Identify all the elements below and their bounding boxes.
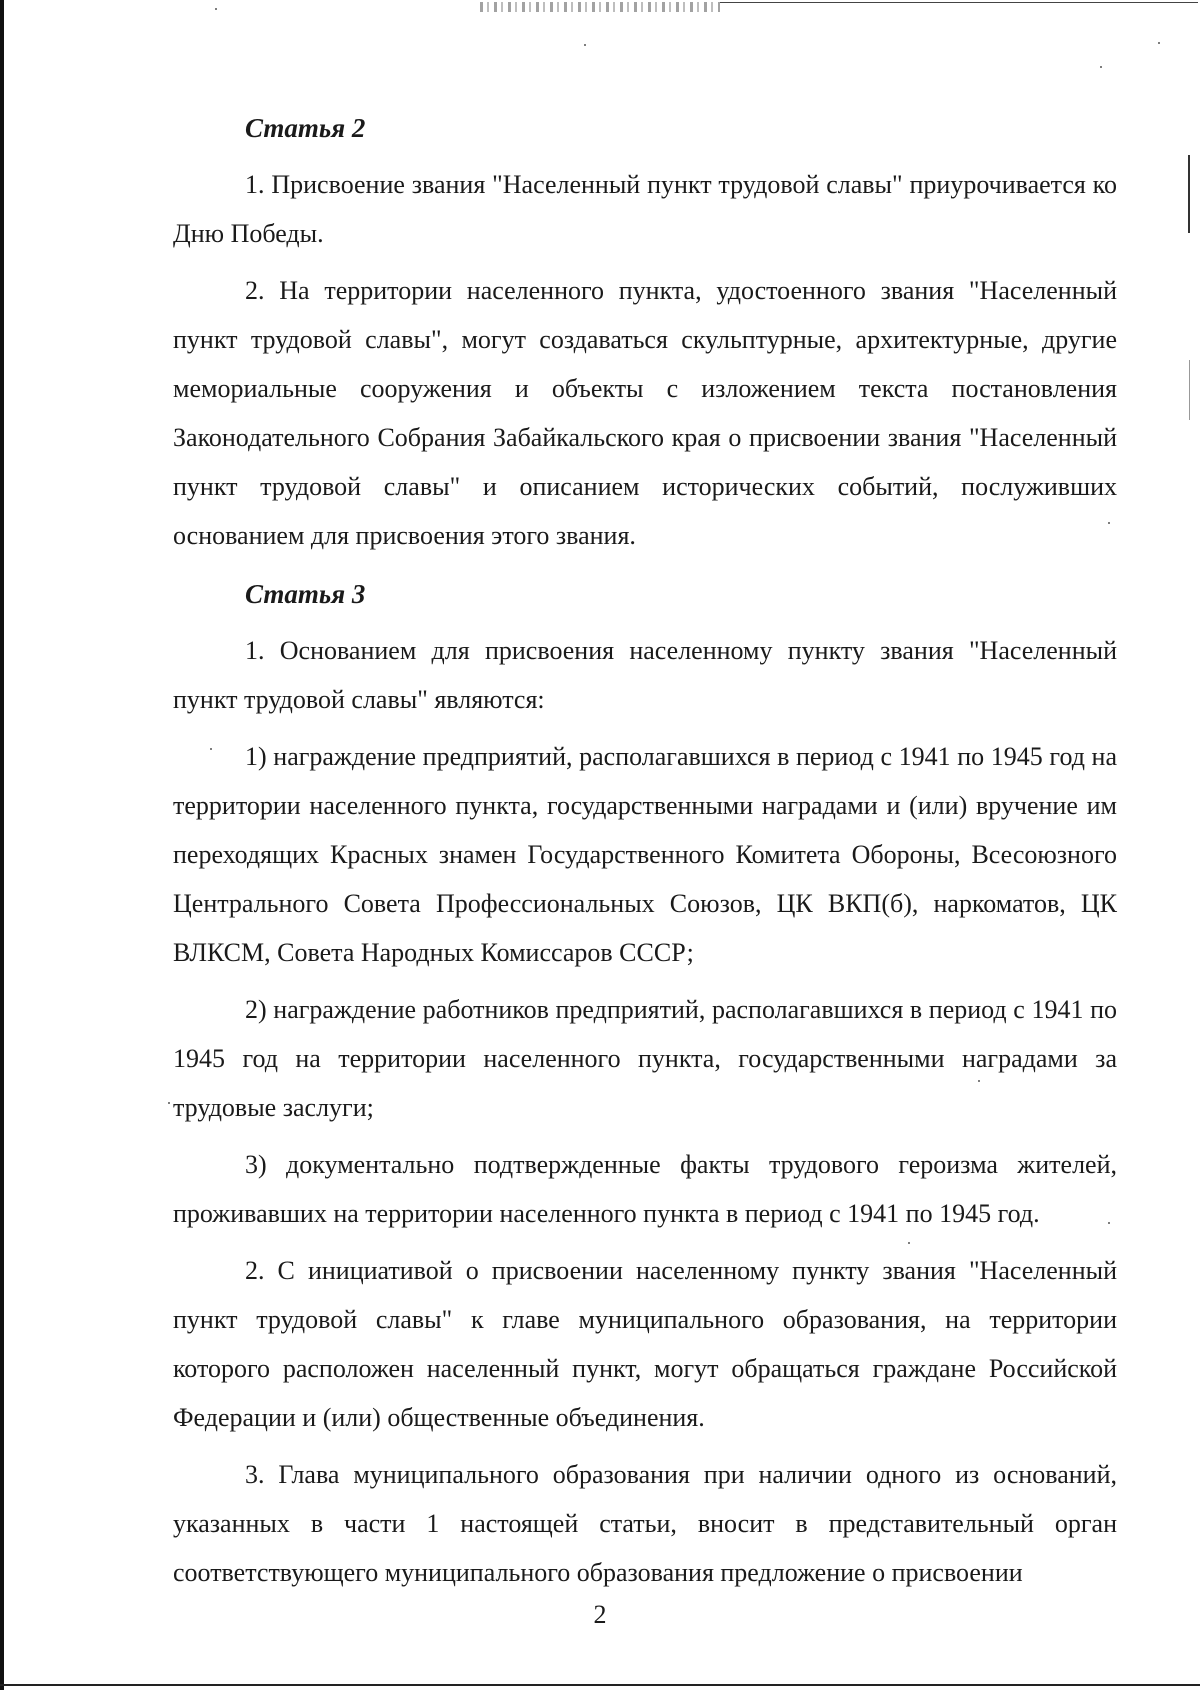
article-3-paragraph-2: 2. С инициативой о присвоении населенному пункту звания "Населенный пункт трудовой славы" к главе муниципального образования, на территории которого расположен населенный пункт, могут обращаться граждане Российской Федерации и (или) общественные объединения. [173, 1256, 1117, 1432]
page-number: 2 [593, 1600, 607, 1629]
article-3-heading: Статья 3 [245, 579, 366, 609]
scan-speck [215, 8, 217, 10]
scan-speck [168, 1102, 170, 1104]
scan-top-noise [480, 2, 720, 12]
article-3-item-2: 2) награждение работников предприятий, располагавшихся в период с 1941 по 1945 год на территории населенного пункта, государственными наградами за трудовые заслуги; [173, 995, 1117, 1122]
scan-speck [584, 44, 586, 46]
article-3-paragraph-3: 3. Глава муниципального образования при наличии одного из оснований, указанных в части 1 настоящей статьи, вносит в представительный орган соответствующего муниципального образования предложение о присвоении [173, 1460, 1117, 1587]
article-2-heading: Статья 2 [245, 113, 366, 143]
article-3-paragraph-1: 1. Основанием для присвоения населенному пункту звания "Населенный пункт трудовой славы" являются: [173, 636, 1117, 714]
article-2-paragraph-1: 1. Присвоение звания "Населенный пункт трудовой славы" приурочивается ко Дню Победы. [173, 170, 1117, 248]
article-2-paragraph-2: 2. На территории населенного пункта, удостоенного звания "Населенный пункт трудовой славы", могут создаваться скульптурные, архитектурные, другие мемориальные сооружения и объекты с изложением текста постановления Законодательного Собрания Забайкальского края о присвоении звания "Населенный пункт трудовой славы" и описанием исторических событий, послуживших основанием для присвоения этого звания. [173, 276, 1117, 550]
document-page [173, 108, 1117, 1597]
scan-speck [1100, 66, 1102, 68]
article-3-item-1: 1) награждение предприятий, располагавшихся в период с 1941 по 1945 год на территории населенного пункта, государственными наградами и (или) вручение им переходящих Красных знамен Государственного Комитета Обороны, Всесоюзного Центрального Совета Профессиональных Союзов, ЦК ВКП(б), наркоматов, ЦК ВЛКСМ, Совета Народных Комиссаров СССР; [173, 742, 1117, 967]
scan-bottom-line [0, 1684, 1200, 1686]
scan-left-border [0, 0, 4, 1690]
scan-right-mark [1188, 155, 1190, 233]
scan-top-rule [720, 2, 1198, 3]
scan-right-mark [1189, 360, 1190, 420]
article-3-item-3: 3) документально подтвержденные факты трудового героизма жителей, проживавших на территории населенного пункта в период с 1941 по 1945 год. [173, 1150, 1117, 1228]
scan-speck [1158, 42, 1160, 44]
